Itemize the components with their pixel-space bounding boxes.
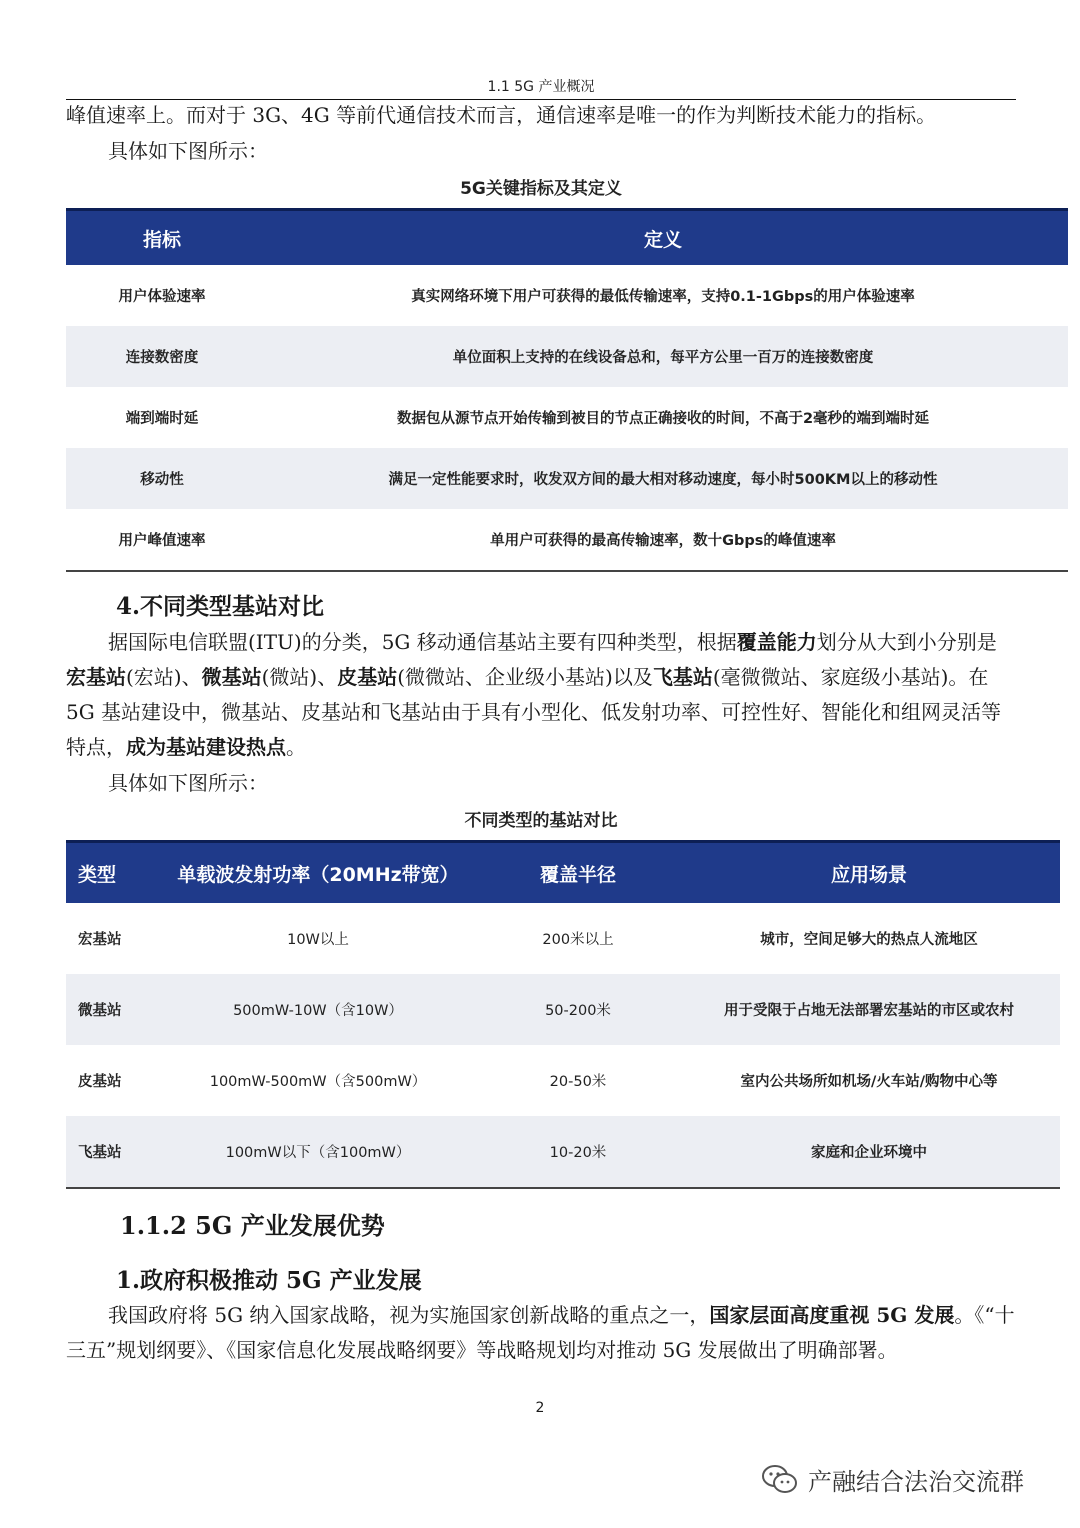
bold-text: 覆盖能力: [736, 630, 817, 654]
footer-brand-label: 产融结合法治交流群: [808, 1468, 1024, 1496]
text-run: (宏站)、: [126, 665, 202, 689]
bold-text: 皮基站: [337, 665, 398, 689]
bold-text: 成为基站建设热点: [126, 735, 286, 759]
col-header-indicator: 指标: [66, 210, 258, 266]
section4-paragraph: [66, 625, 1016, 765]
type-cell: 皮基站: [66, 1045, 158, 1116]
power-cell: 100mW以下（含100mW）: [158, 1116, 478, 1188]
power-cell: 500mW-10W（含10W）: [158, 974, 478, 1045]
section-heading-4: 4.不同类型基站对比: [116, 593, 325, 620]
scenario-cell: 城市，空间足够大的热点人流地区: [678, 903, 1060, 974]
text-run: (微微站、企业级小基站)以及: [397, 665, 653, 689]
table-base-station-comparison: [66, 840, 1060, 1189]
definition-cell: 真实网络环境下用户可获得的最低传输速率，支持0.1-1Gbps的用户体验速率: [258, 265, 1068, 326]
scenario-cell: 室内公共场所如机场/火车站/购物中心等: [678, 1045, 1060, 1116]
table-header-row: [66, 210, 1068, 266]
table-row: [66, 509, 1068, 571]
indicator-cell: 端到端时延: [66, 387, 258, 448]
table2-title: 不同类型的基站对比: [464, 811, 618, 831]
definition-cell: 满足一定性能要求时，收发双方间的最大相对移动速度，每小时500KM以上的移动性: [258, 448, 1068, 509]
footer-brand: [760, 1462, 1024, 1497]
indicator-cell: 用户峰值速率: [66, 509, 258, 571]
indicator-cell: 移动性: [66, 448, 258, 509]
bold-text: 宏基站: [66, 665, 126, 689]
section1-paragraph: [66, 1298, 1016, 1368]
section4-paragraph-2: 具体如下图所示：: [108, 771, 268, 795]
radius-cell: 50-200米: [478, 974, 678, 1045]
page-number: 2: [535, 1400, 545, 1416]
text-run: 我国政府将 5G 纳入国家战略，视为实施国家创新战略的重点之一，: [108, 1303, 710, 1327]
type-cell: 飞基站: [66, 1116, 158, 1188]
power-cell: 100mW-500mW（含500mW）: [158, 1045, 478, 1116]
table-row: [66, 903, 1060, 974]
col-header-scenario: 应用场景: [678, 842, 1060, 904]
page-header: 1.1 5G 产业概况: [66, 78, 1016, 100]
col-header-definition: 定义: [258, 210, 1068, 266]
table-header-row: [66, 842, 1060, 904]
power-cell: 10W以上: [158, 903, 478, 974]
table-row: [66, 1116, 1060, 1188]
bold-text: 国家层面高度重视 5G 发展: [709, 1303, 955, 1327]
scenario-cell: 用于受限于占地无法部署宏基站的市区或农村: [678, 974, 1060, 1045]
text-run: (毫微微站、家庭级小基站)。在 5G 基站建设中，微基站、皮基站和飞基站由于具有小型化、低发射功率、可控性好、智能化和组网灵活等特点，: [66, 665, 1002, 759]
text-run: (微站)、: [261, 665, 338, 689]
table1-title: 5G关键指标及其定义: [460, 179, 622, 199]
radius-cell: 200米以上: [478, 903, 678, 974]
col-header-type: 类型: [66, 842, 158, 904]
text-run: 。: [286, 735, 306, 759]
definition-cell: 单用户可获得的最高传输速率，数十Gbps的峰值速率: [258, 509, 1068, 571]
table-row: [66, 265, 1068, 326]
text-run: 。《“十三五”规划纲要》、《国家信息化发展战略纲要》等战略规划均对推动 5G 发展做出了明确部署。: [66, 1303, 1015, 1362]
bold-text: 微基站: [201, 665, 262, 689]
table-row: [66, 326, 1068, 387]
definition-cell: 数据包从源节点开始传输到被目的节点正确接收的时间，不高于2毫秒的端到端时延: [258, 387, 1068, 448]
scenario-cell: 家庭和企业环境中: [678, 1116, 1060, 1188]
radius-cell: 20-50米: [478, 1045, 678, 1116]
section-heading-1: 1.政府积极推动 5G 产业发展: [116, 1267, 422, 1294]
intro-line-1: 峰值速率上。而对于 3G、4G 等前代通信技术而言，通信速率是唯一的作为判断技术能力的指标。: [66, 103, 937, 127]
indicator-cell: 用户体验速率: [66, 265, 258, 326]
definition-cell: 单位面积上支持的在线设备总和，每平方公里一百万的连接数密度: [258, 326, 1068, 387]
table-row: [66, 387, 1068, 448]
text-run: 据国际电信联盟(ITU)的分类，5G 移动通信基站主要有四种类型，根据: [108, 630, 737, 654]
col-header-radius: 覆盖半径: [478, 842, 678, 904]
table-5g-key-indicators: [66, 208, 1068, 572]
indicator-cell: 连接数密度: [66, 326, 258, 387]
col-header-power: 单载波发射功率（20MHz带宽）: [158, 842, 478, 904]
bold-text: 飞基站: [652, 665, 713, 689]
table-row: [66, 448, 1068, 509]
table-row: [66, 1045, 1060, 1116]
table-row: [66, 974, 1060, 1045]
type-cell: 微基站: [66, 974, 158, 1045]
wechat-icon: [760, 1463, 800, 1497]
type-cell: 宏基站: [66, 903, 158, 974]
text-run: 划分从大到小分别是: [816, 630, 997, 654]
intro-line-2: 具体如下图所示：: [108, 139, 268, 163]
radius-cell: 10-20米: [478, 1116, 678, 1188]
section-heading-1-1-2: 1.1.2 5G 产业发展优势: [120, 1211, 385, 1240]
